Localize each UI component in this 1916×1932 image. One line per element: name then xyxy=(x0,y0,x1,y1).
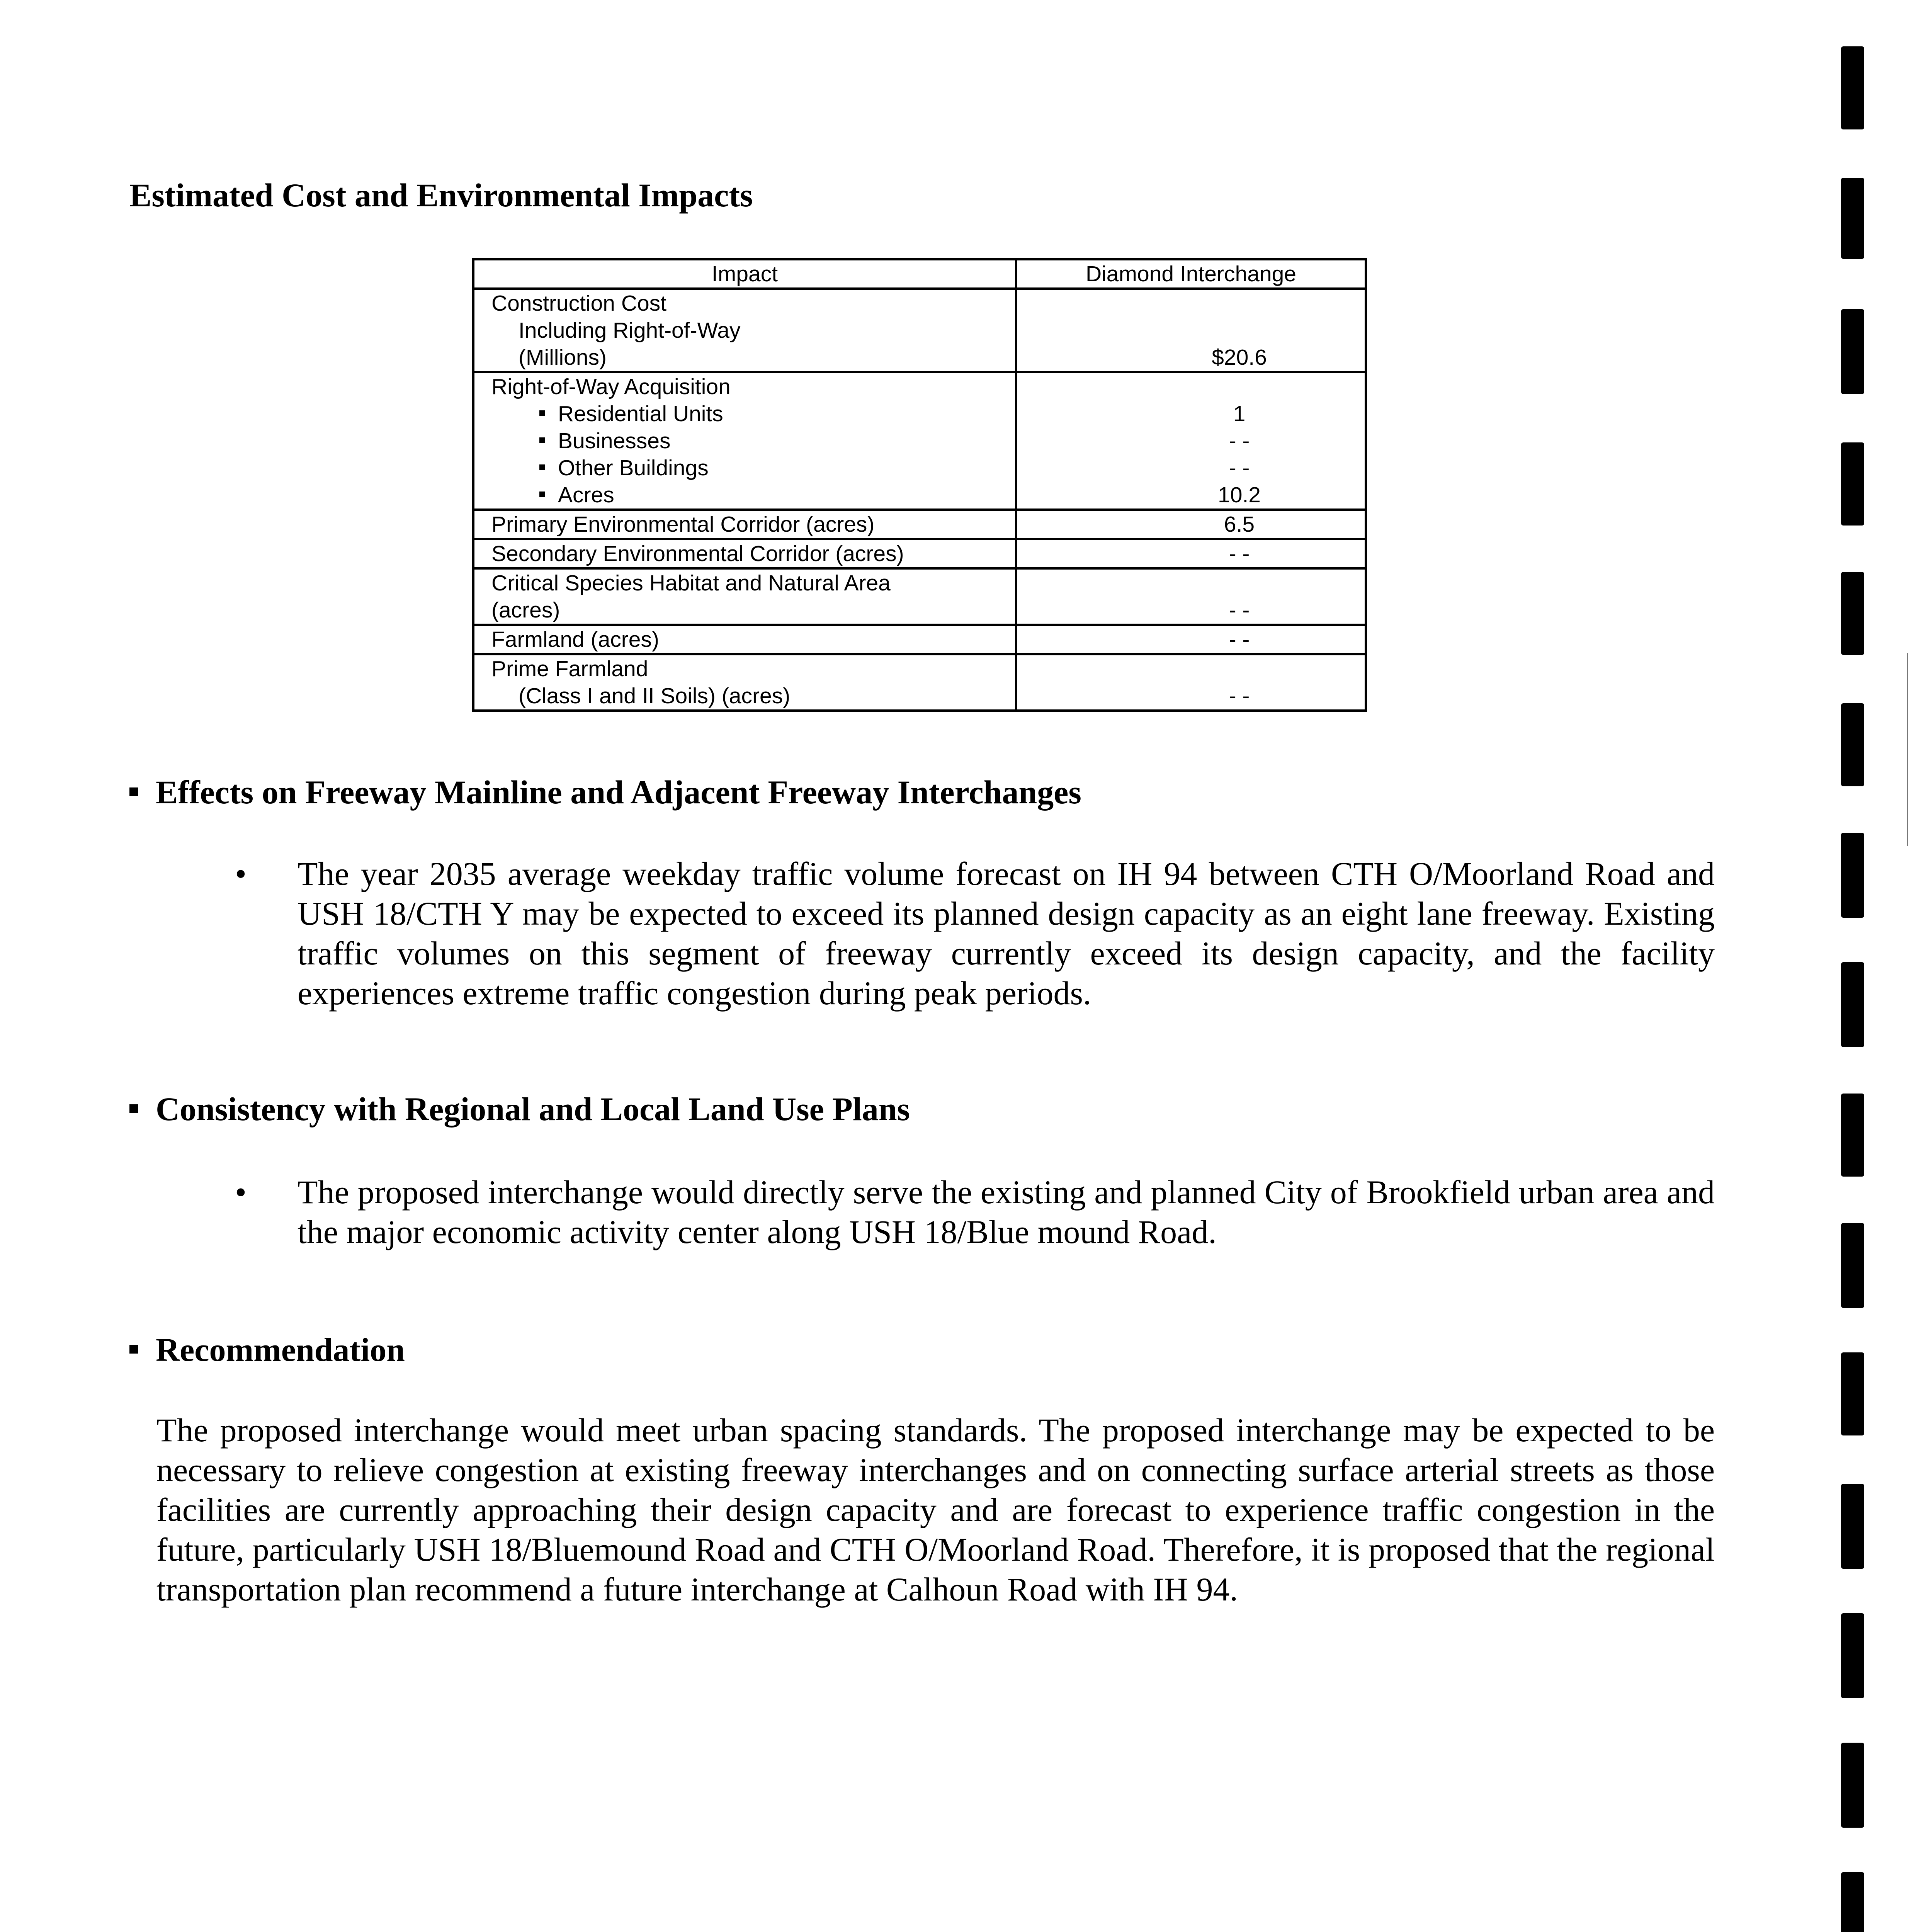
binder-hole-icon xyxy=(1841,703,1864,786)
header-diamond-interchange: Diamond Interchange xyxy=(1016,259,1366,289)
table-row xyxy=(473,625,1366,654)
critical-species-label xyxy=(473,568,1016,625)
construction-cost-line1: Construction Cost xyxy=(491,291,667,316)
construction-cost-label xyxy=(473,289,1016,372)
prime-farmland-line1: Prime Farmland xyxy=(491,656,648,681)
list-item xyxy=(491,454,1015,481)
recommendation-paragraph: The proposed interchange would meet urban spacing standards. The proposed interchange may be expected to be necessary to relieve congestion at existing freeway interchanges and on connecting surface arterial streets as those facilities are currently approaching their design capacity and are forecast to experience traffic congestion in the future, particularly USH 18/Bluemound Road and CTH O/Moorland Road. Therefore, it is proposed that the regional transportation plan recommend a future interchange at Calhoun Road with IH 94. xyxy=(156,1412,1715,1608)
effects-heading xyxy=(129,773,1081,811)
table-row xyxy=(473,372,1366,510)
list-item xyxy=(491,427,1015,454)
page-edge-line xyxy=(1907,653,1908,846)
right-of-way-label xyxy=(473,372,1016,510)
binder-hole-icon xyxy=(1841,1352,1864,1435)
acres-value: 10.2 xyxy=(1218,483,1261,507)
recommendation-heading xyxy=(129,1330,405,1369)
secondary-corridor-value: - - xyxy=(1016,539,1366,568)
bullet-dot-icon: • xyxy=(235,855,247,892)
secondary-corridor-label: Secondary Environmental Corridor (acres) xyxy=(473,539,1016,568)
binder-hole-icon xyxy=(1841,442,1864,526)
bullet-square-icon xyxy=(539,437,545,443)
binder-hole-icon xyxy=(1841,962,1864,1047)
section-bullet-icon xyxy=(129,1104,138,1113)
consistency-heading xyxy=(129,1090,910,1128)
other-buildings-label: Other Buildings xyxy=(558,456,709,480)
residential-units-value: 1 xyxy=(1233,401,1246,426)
businesses-value: - - xyxy=(1229,429,1250,453)
acres-label: Acres xyxy=(558,483,614,507)
binder-hole-icon xyxy=(1841,1484,1864,1569)
binder-hole-icon xyxy=(1841,833,1864,918)
residential-units-label: Residential Units xyxy=(558,401,723,426)
consistency-heading-text: Consistency with Regional and Local Land Use Plans xyxy=(156,1090,910,1128)
binder-hole-icon xyxy=(1841,1613,1864,1698)
prime-farmland-value: - - xyxy=(1016,654,1366,711)
page-title: Estimated Cost and Environmental Impacts xyxy=(129,177,753,214)
consistency-paragraph: The proposed interchange would directly serve the existing and planned City of Brookfield urban area and the major economic activity center along USH 18/Blue mound Road. xyxy=(298,1173,1715,1250)
binder-hole-icon xyxy=(1841,178,1864,259)
construction-cost-line2: Including Right-of-Way xyxy=(519,318,741,343)
other-buildings-value: - - xyxy=(1229,456,1250,480)
table-row xyxy=(473,510,1366,539)
primary-corridor-value: 6.5 xyxy=(1016,510,1366,539)
construction-cost-line3: (Millions) xyxy=(519,345,607,370)
right-of-way-values xyxy=(1016,372,1366,510)
binder-hole-icon xyxy=(1841,1743,1864,1828)
list-item xyxy=(491,400,1015,427)
construction-cost-value: $20.6 xyxy=(1016,289,1366,372)
farmland-value: - - xyxy=(1016,625,1366,654)
bullet-square-icon xyxy=(539,464,545,470)
table-header-row xyxy=(473,259,1366,289)
table-row xyxy=(473,539,1366,568)
table-row xyxy=(473,654,1366,711)
critical-species-value: - - xyxy=(1016,568,1366,625)
businesses-label: Businesses xyxy=(558,429,671,453)
prime-farmland-line2: (Class I and II Soils) (acres) xyxy=(519,684,791,708)
critical-species-line1: Critical Species Habitat and Natural Area xyxy=(491,571,891,595)
bullet-square-icon xyxy=(539,410,545,416)
right-of-way-heading: Right-of-Way Acquisition xyxy=(491,374,731,399)
prime-farmland-label xyxy=(473,654,1016,711)
impact-table xyxy=(472,258,1367,712)
bullet-square-icon xyxy=(539,492,545,497)
primary-corridor-label: Primary Environmental Corridor (acres) xyxy=(473,510,1016,539)
binder-hole-icon xyxy=(1841,1094,1864,1177)
binder-hole-icon xyxy=(1841,309,1864,394)
binder-hole-icon xyxy=(1841,572,1864,655)
farmland-label: Farmland (acres) xyxy=(473,625,1016,654)
header-impact: Impact xyxy=(473,259,1016,289)
table-row xyxy=(473,568,1366,625)
section-bullet-icon xyxy=(129,1345,138,1354)
binder-hole-icon xyxy=(1841,1223,1864,1308)
list-item xyxy=(491,481,1015,509)
critical-species-line2: (acres) xyxy=(491,598,560,622)
recommendation-heading-text: Recommendation xyxy=(156,1331,405,1368)
binder-hole-icon xyxy=(1841,46,1864,129)
binder-hole-icon xyxy=(1841,1872,1864,1932)
bullet-dot-icon: • xyxy=(235,1173,247,1211)
table-row xyxy=(473,289,1366,372)
effects-heading-text: Effects on Freeway Mainline and Adjacent Freeway Interchanges xyxy=(156,774,1081,811)
effects-paragraph: The year 2035 average weekday traffic volume forecast on IH 94 between CTH O/Moorland Road and USH 18/CTH Y may be expected to exceed its planned design capacity as an eight lane freeway. Existing traffic volumes on this segment of freeway currently exceed its design capacity, and the facility experiences extreme traffic congestion during peak periods. xyxy=(298,855,1715,1012)
section-bullet-icon xyxy=(129,787,138,796)
